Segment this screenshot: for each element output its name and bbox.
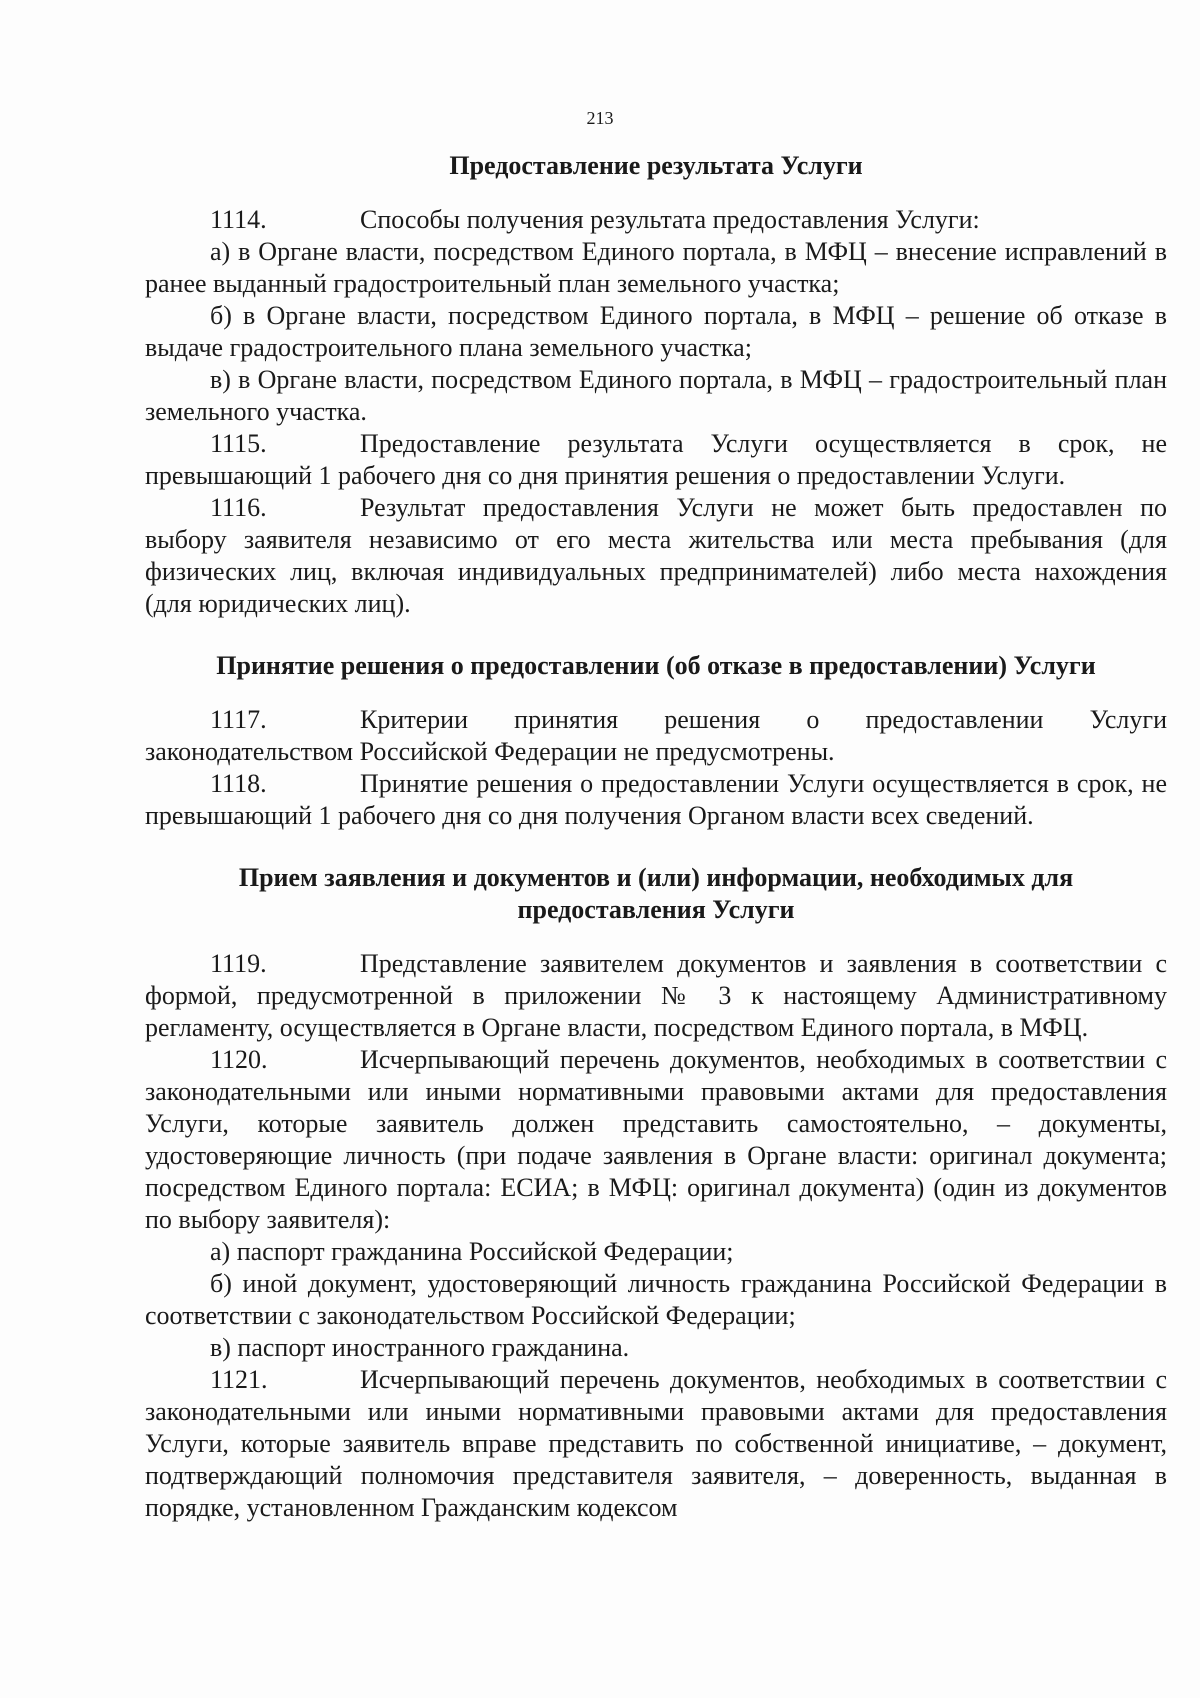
numbered-paragraph [145, 1364, 1167, 1524]
numbered-paragraph [145, 204, 1167, 236]
list-item: б) в Органе власти, посредством Единого портала, в МФЦ – решение об отказе в выдаче градостроительного плана земельного участка; [145, 301, 1167, 362]
spacer [145, 182, 1167, 204]
spacer [145, 620, 1167, 650]
paragraph-number: 1114. [210, 205, 267, 234]
numbered-paragraph [145, 768, 1167, 832]
section-heading: Предоставление результата Услуги [449, 151, 863, 180]
page-number: 213 [586, 108, 614, 128]
list-item: а) паспорт гражданина Российской Федерации; [210, 1237, 734, 1266]
paragraph-number: 1119. [210, 949, 267, 978]
paragraph-text: Критерии принятия решения о предоставлении Услуги законодательством Российской Федерации не предусмотрены. [145, 705, 1167, 766]
numbered-paragraph [145, 948, 1167, 1044]
paragraph-number: 1118. [210, 769, 267, 798]
paragraph-number: 1120. [210, 1045, 268, 1074]
paragraph-number: 1117. [210, 705, 267, 734]
document-body [145, 150, 1167, 1524]
paragraph-text: Результат предоставления Услуги не может быть предоставлен по выбору заявителя независимо от его места жительства или места пребывания (для физических лиц, включая индивидуальных предпринимателей) либо места нахождения (для юридических лиц). [145, 493, 1167, 618]
paragraph-number: 1115. [210, 429, 267, 458]
list-item: в) паспорт иностранного гражданина. [210, 1333, 630, 1362]
list-item: а) в Органе власти, посредством Единого портала, в МФЦ – внесение исправлений в ранее выданный градостроительный план земельного участка; [145, 237, 1167, 298]
paragraph-text: Исчерпывающий перечень документов, необходимых в соответствии с законодательными или иными нормативными правовыми актами для предоставления Услуги, которые заявитель вправе представить по собственной инициативе, – документ, подтверждающий полномочия представителя заявителя, – доверенность, выданная в порядке, установленном Гражданским кодексом [145, 1365, 1167, 1522]
numbered-paragraph [145, 1044, 1167, 1236]
section-heading: Прием заявления и документов и (или) информации, необходимых для предоставления Услуги [238, 863, 1074, 924]
numbered-paragraph [145, 492, 1167, 620]
spacer [145, 682, 1167, 704]
paragraph-text: Представление заявителем документов и заявления в соответствии с формой, предусмотренной в приложении № 3 к настоящему Административному регламенту, осуществляется в Органе власти, посредством Единого портала, в МФЦ. [145, 949, 1167, 1042]
list-item: в) в Органе власти, посредством Единого портала, в МФЦ – градостроительный план земельного участка. [145, 365, 1167, 426]
spacer [145, 926, 1167, 948]
section-heading: Принятие решения о предоставлении (об отказе в предоставлении) Услуги [216, 651, 1096, 680]
numbered-paragraph [145, 428, 1167, 492]
numbered-paragraph [145, 704, 1167, 768]
paragraph-text: Предоставление результата Услуги осуществляется в срок, не превышающий 1 рабочего дня со дня принятия решения о предоставлении Услуги. [145, 429, 1167, 490]
paragraph-text: Принятие решения о предоставлении Услуги осуществляется в срок, не превышающий 1 рабочего дня со дня получения Органом власти всех сведений. [145, 769, 1167, 830]
spacer [145, 832, 1167, 862]
list-item: б) иной документ, удостоверяющий личность гражданина Российской Федерации в соответствии с законодательством Российской Федерации; [145, 1269, 1167, 1330]
paragraph-number: 1121. [210, 1365, 268, 1394]
paragraph-text: Исчерпывающий перечень документов, необходимых в соответствии с законодательными или иными нормативными правовыми актами для предоставления Услуги, которые заявитель должен представить самостоятельно, – документы, удостоверяющие личность (при подаче заявления в Органе власти: оригинал документа; посредством Единого портала: ЕСИА; в МФЦ: оригинал документа) (один из документов по выбору заявителя): [145, 1045, 1167, 1234]
paragraph-number: 1116. [210, 493, 267, 522]
paragraph-text: Способы получения результата предоставления Услуги: [360, 205, 980, 234]
